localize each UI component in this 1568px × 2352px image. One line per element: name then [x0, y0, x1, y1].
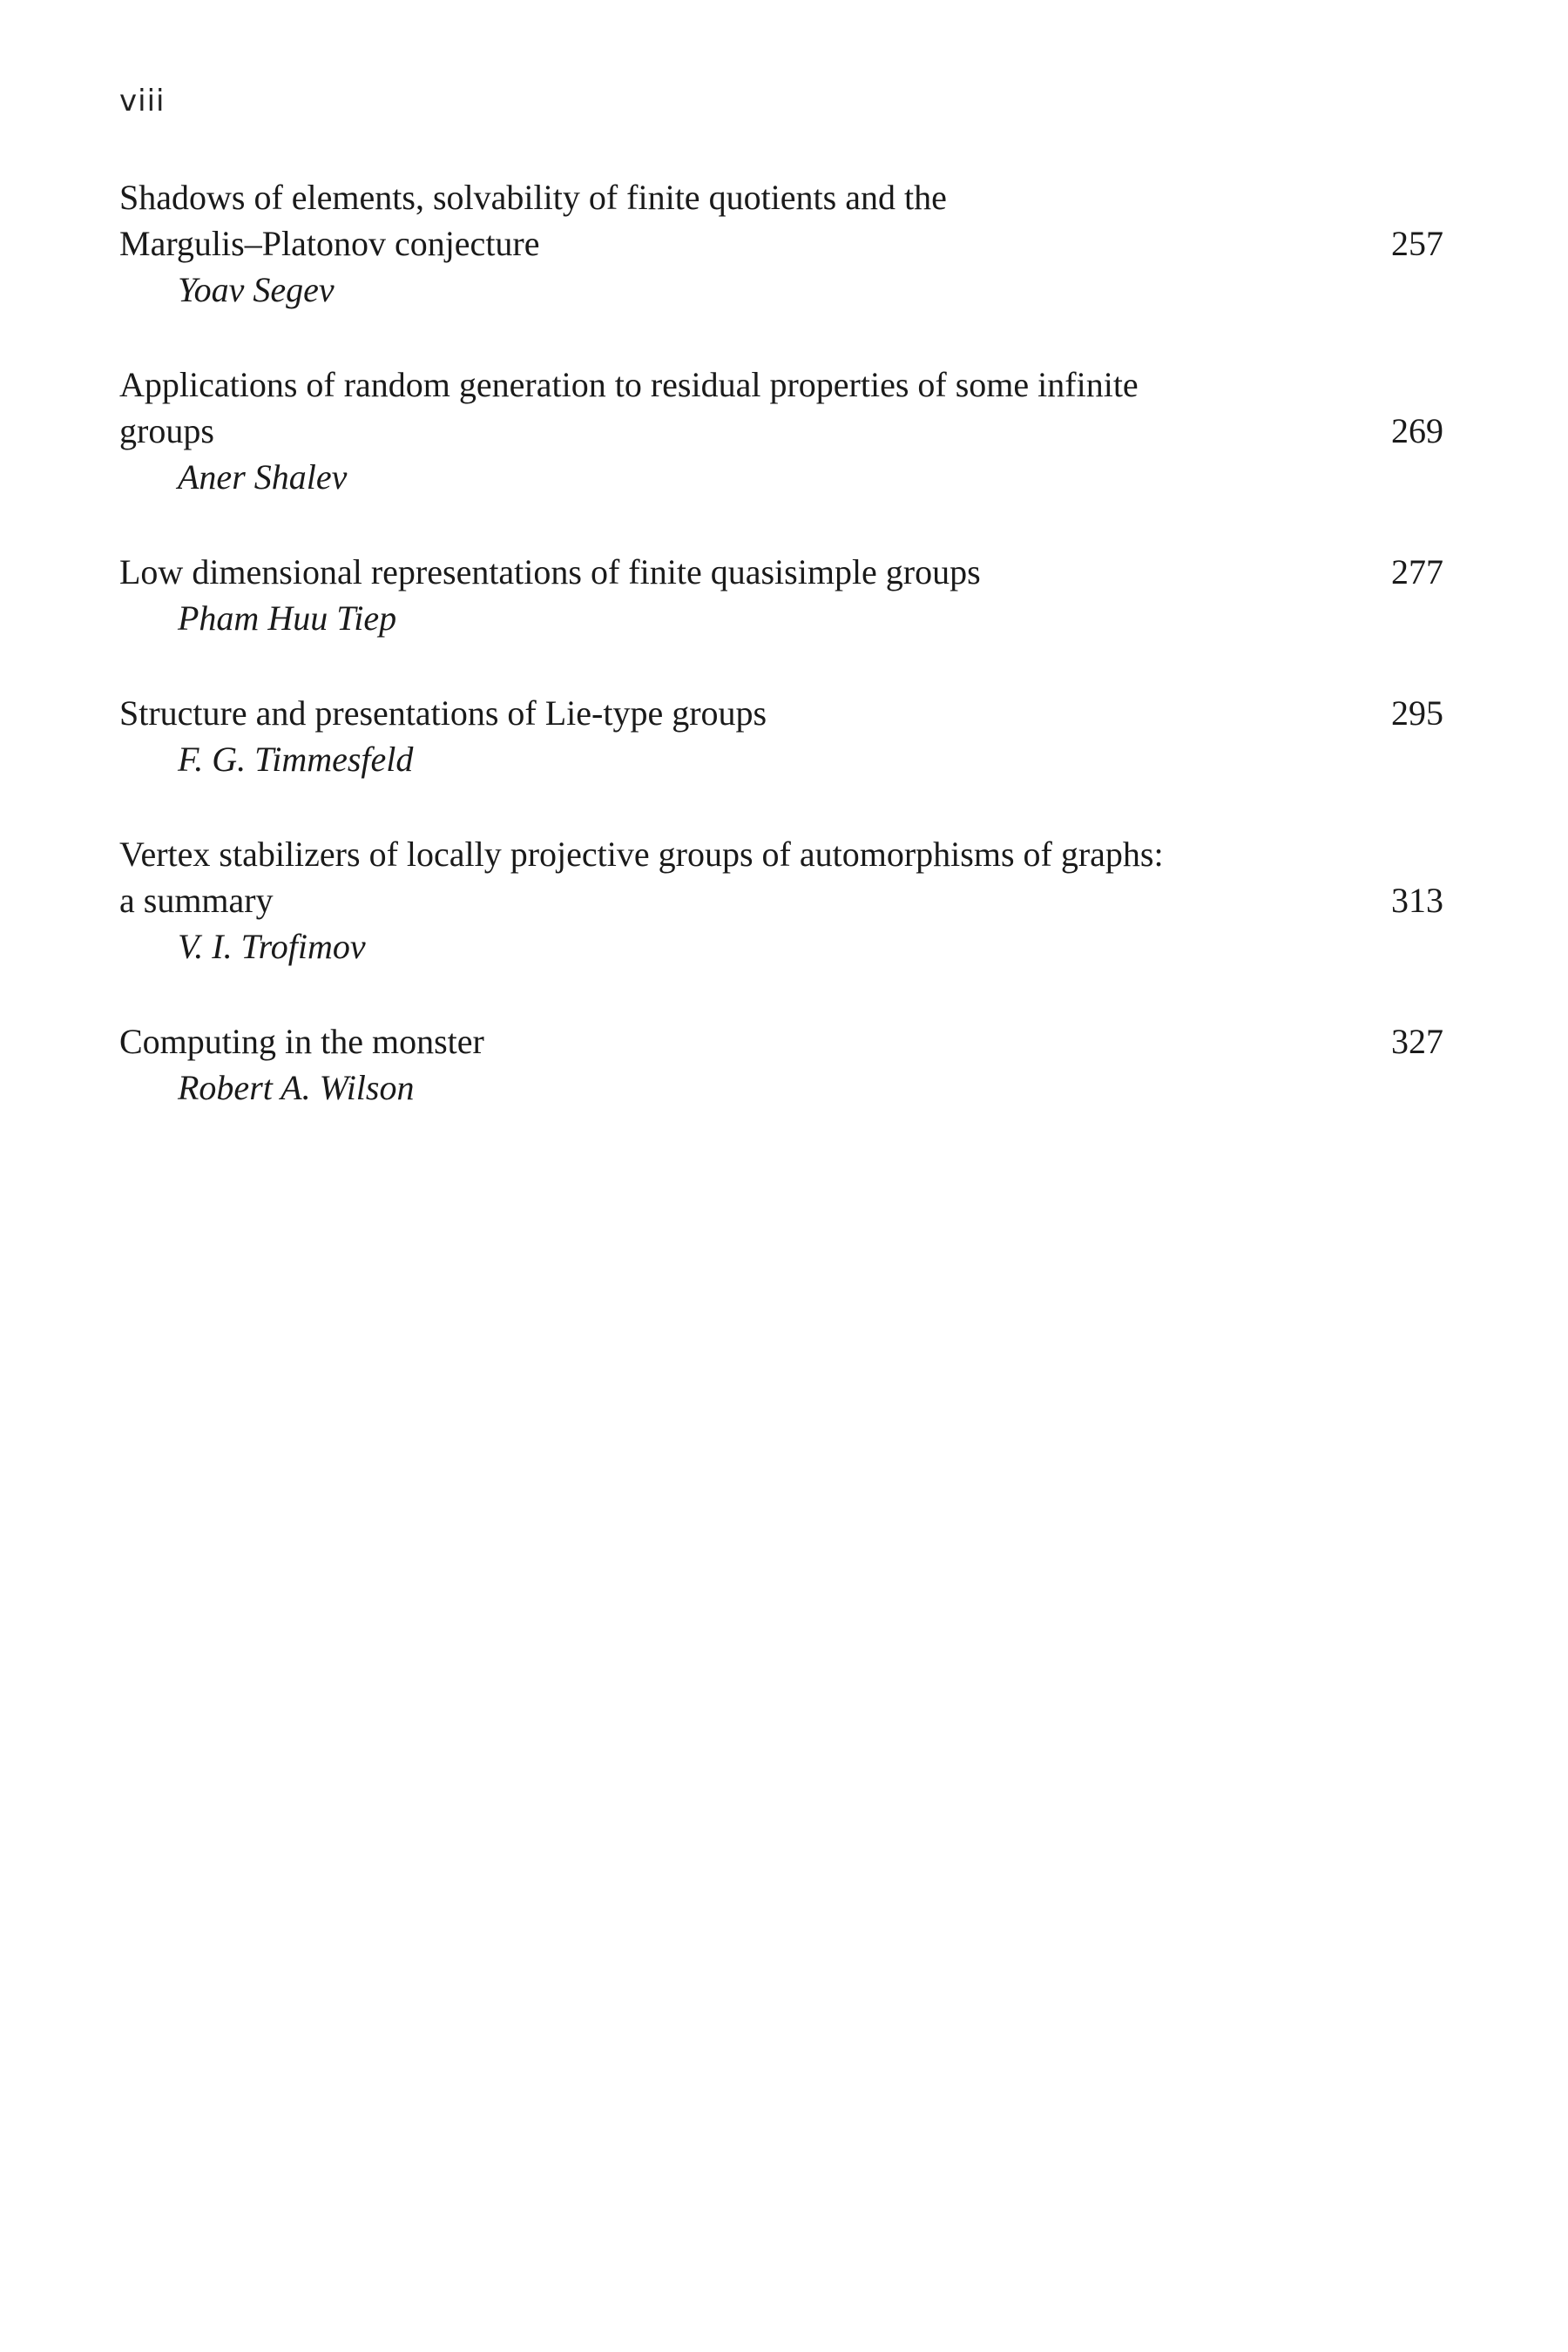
entry-author: Yoav Segev	[178, 270, 335, 309]
entry-page-number: 277	[1391, 552, 1443, 591]
toc-entry	[119, 1018, 1443, 1111]
entry-page-number: 269	[1391, 411, 1443, 450]
entry-page-number: 313	[1391, 881, 1443, 920]
entry-page-number: 257	[1391, 224, 1443, 263]
entry-title-line: Low dimensional representations of finite quasisimple groups	[119, 552, 981, 591]
entry-page-number: 327	[1391, 1022, 1443, 1061]
entry-title-line: Margulis–Platonov conjecture	[119, 224, 540, 263]
entry-title-line: Applications of random generation to residual properties of some infinite	[119, 365, 1139, 404]
entry-author: Aner Shalev	[178, 457, 348, 497]
page-number: viii	[119, 84, 166, 118]
entry-author: V. I. Trofimov	[178, 927, 366, 966]
entry-title	[119, 549, 1321, 595]
entry-title-line: a summary	[119, 881, 274, 920]
entry-author: Pham Huu Tiep	[178, 598, 397, 638]
entry-title-line: groups	[119, 411, 214, 450]
toc-entry	[119, 362, 1443, 500]
toc-entry	[119, 174, 1443, 313]
entry-title-line: Computing in the monster	[119, 1022, 484, 1061]
toc-entry	[119, 831, 1443, 970]
entry-title	[119, 690, 1321, 736]
toc-entry	[119, 690, 1443, 782]
entry-author: F. G. Timmesfeld	[178, 740, 414, 779]
table-of-contents	[119, 174, 1443, 1159]
entry-title-line: Structure and presentations of Lie-type groups	[119, 693, 767, 733]
entry-title	[119, 1018, 1321, 1064]
entry-title	[119, 831, 1321, 923]
entry-page-number: 295	[1391, 693, 1443, 733]
entry-title	[119, 174, 1321, 267]
entry-title-line: Vertex stabilizers of locally projective groups of automorphisms of graphs:	[119, 835, 1164, 874]
toc-entry	[119, 549, 1443, 641]
entry-title-line: Shadows of elements, solvability of finite quotients and the	[119, 178, 947, 217]
entry-author: Robert A. Wilson	[178, 1068, 415, 1107]
entry-title	[119, 362, 1321, 454]
